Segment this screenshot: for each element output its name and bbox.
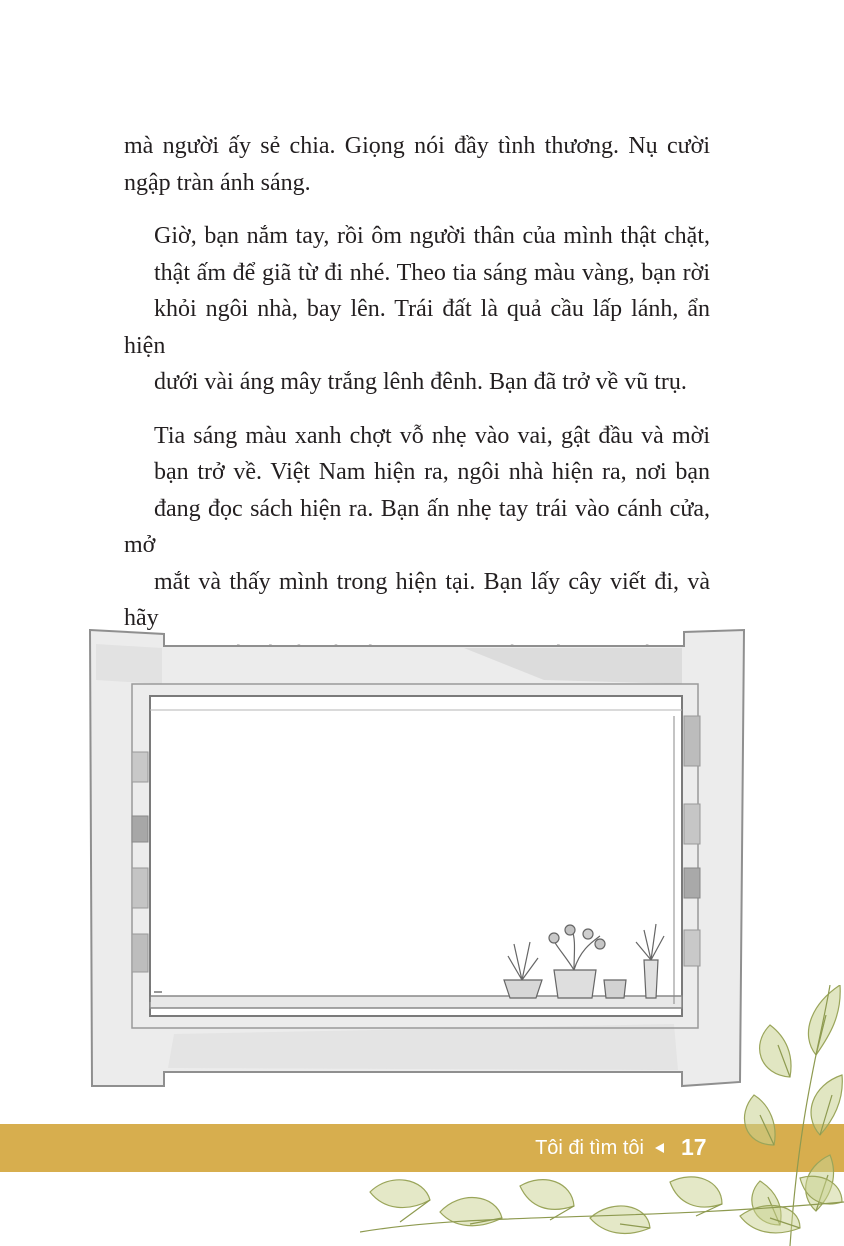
left-triangle-icon bbox=[655, 1143, 664, 1153]
text-line: Tia sáng màu xanh chợt vỗ nhẹ vào vai, gật đầu và mời bbox=[154, 422, 710, 449]
text-line: mắt và thấy mình trong hiện tại. Bạn lấy cây viết đi, và hãy bbox=[124, 568, 710, 631]
text-line: thật ấm để giã từ đi nhé. Theo tia sáng màu vàng, bạn rời bbox=[154, 259, 710, 286]
text-line: Giờ, bạn nắm tay, rồi ôm người thân của mình thật chặt, bbox=[154, 223, 710, 249]
window-frame-illustration bbox=[84, 624, 748, 1094]
text-line: đang đọc sách hiện ra. Bạn ấn nhẹ tay trái vào cánh cửa, mở bbox=[124, 495, 710, 558]
text-line: bạn trở về. Việt Nam hiện ra, ngôi nhà hiện ra, nơi bạn bbox=[154, 459, 710, 485]
page-number: 17 bbox=[681, 1134, 707, 1160]
paragraph-1 bbox=[124, 128, 710, 201]
text-line: ngập tràn ánh sáng. bbox=[124, 169, 311, 196]
text-line: khỏi ngôi nhà, bay lên. Trái đất là quả cầu lấp lánh, ẩn hiện bbox=[124, 296, 710, 359]
text-line: dưới vài áng mây trắng lênh đênh. Bạn đã trở về vũ trụ. bbox=[154, 369, 687, 395]
footer-book-title: Tôi đi tìm tôi bbox=[535, 1137, 644, 1159]
leaves-illustration bbox=[360, 1172, 844, 1246]
paragraph-2 bbox=[124, 218, 710, 401]
footer-band bbox=[0, 1124, 844, 1172]
text-line: mà người ấy sẻ chia. Giọng nói đầy tình thương. Nụ cười bbox=[124, 133, 710, 159]
